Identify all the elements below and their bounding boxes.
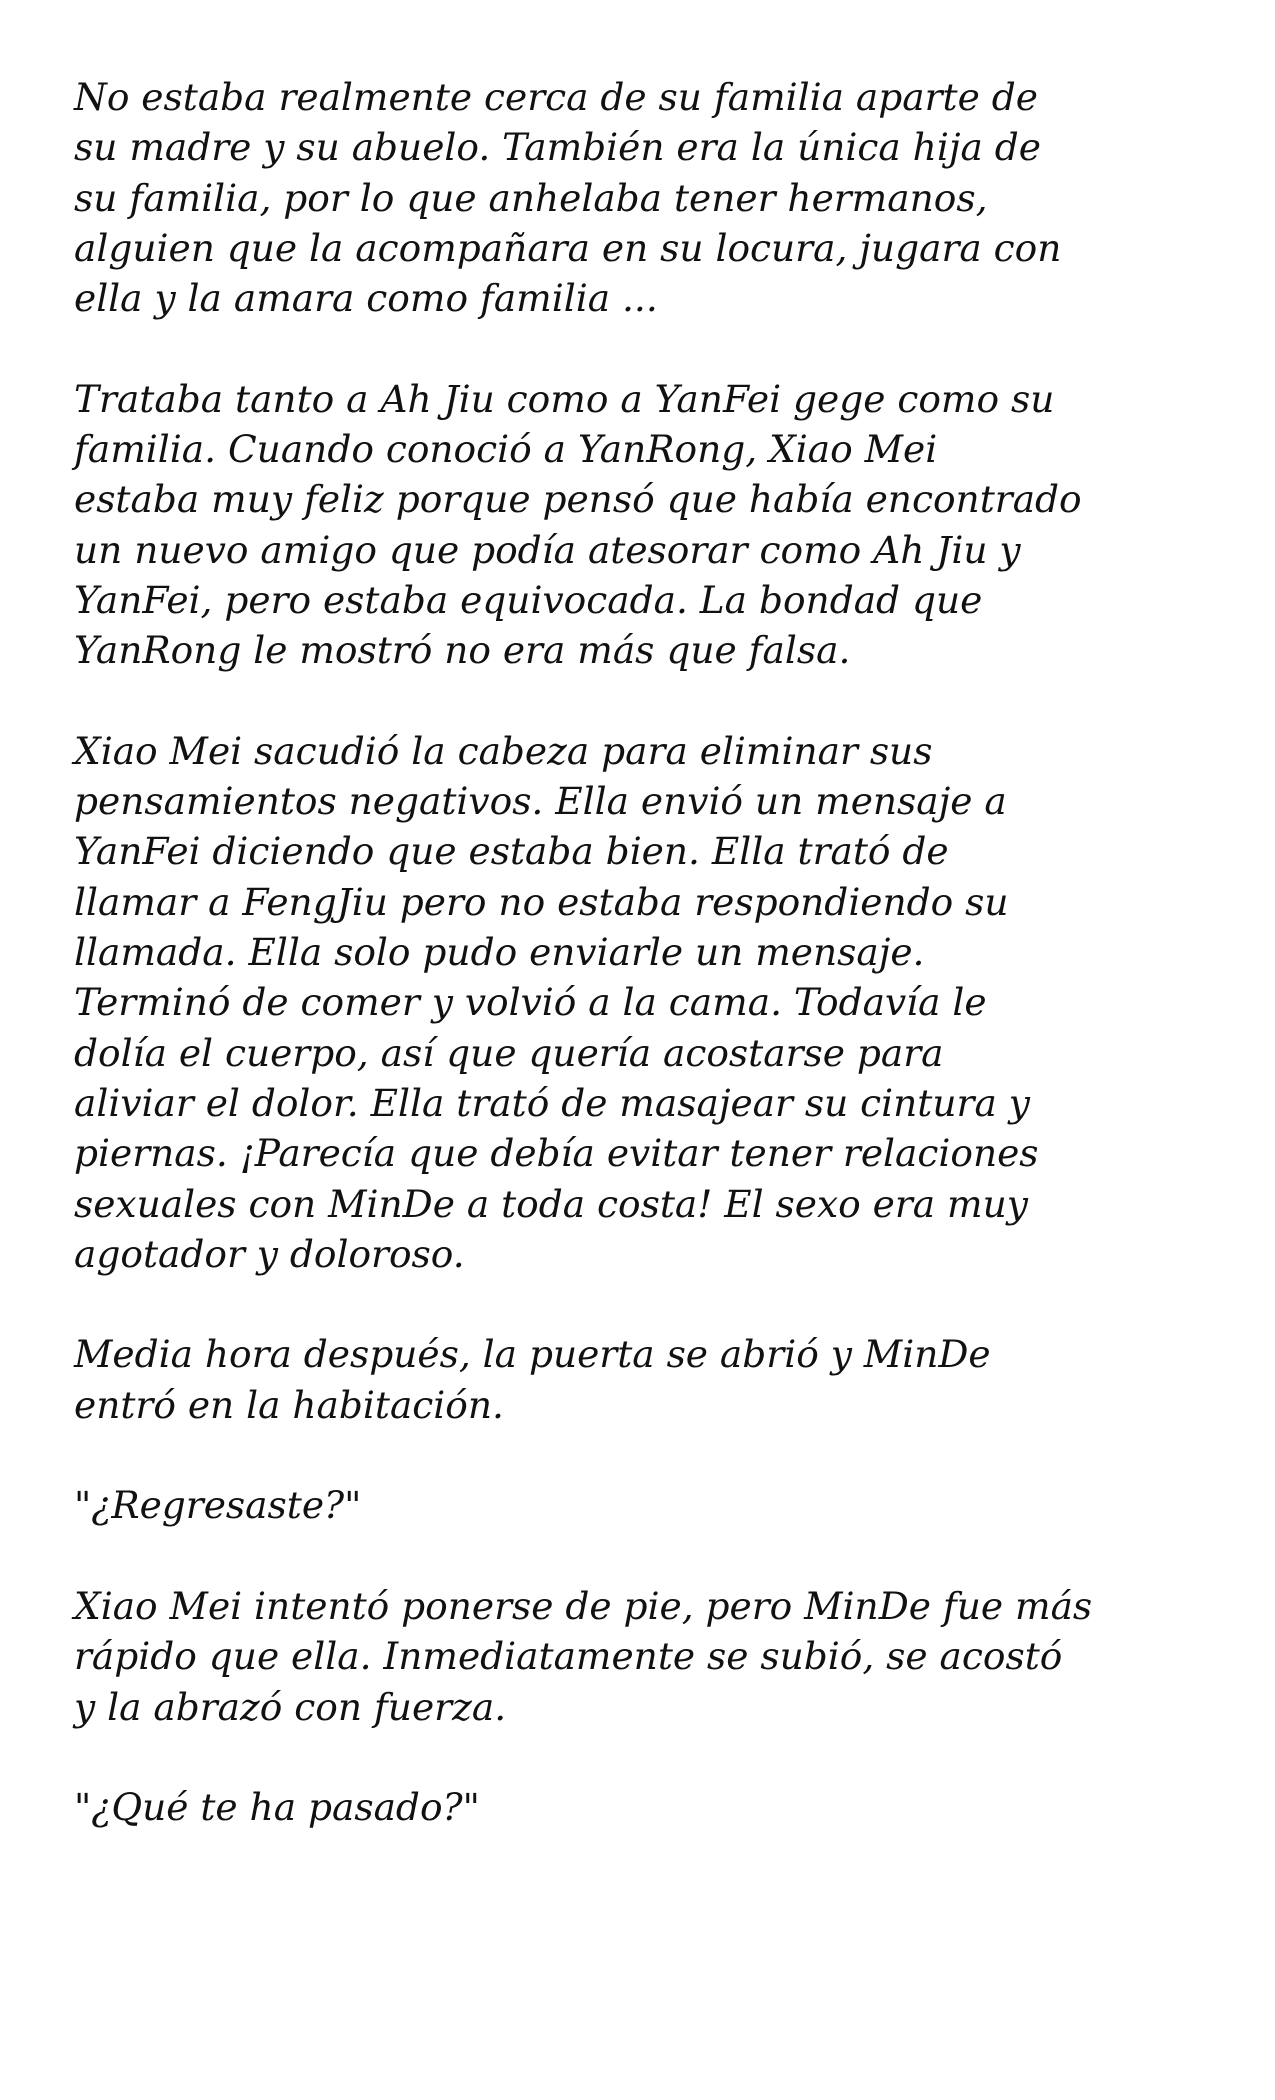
text-line: Media hora después, la puerta se abrió y MinDe [74, 1332, 991, 1377]
text-line: Terminó de comer y volvió a la cama. Todavía le [74, 980, 987, 1025]
paragraph-spacer [74, 1732, 1224, 1782]
paragraph-1 [74, 72, 1224, 323]
paragraph-spacer [74, 323, 1224, 373]
text-line: YanFei, pero estaba equivocada. La bondad que [74, 577, 983, 622]
text-line: "¿Qué te ha pasado?" [74, 1785, 480, 1830]
paragraph-2 [74, 374, 1224, 676]
text-line: su familia, por lo que anhelaba tener hermanos, [74, 175, 988, 220]
paragraph-spacer [74, 1430, 1224, 1480]
text-line: ella y la amara como familia ... [74, 276, 658, 321]
text-line: "¿Regresaste?" [74, 1483, 362, 1528]
text-line: piernas. ¡Parecía que debía evitar tener relaciones [74, 1131, 1039, 1176]
document-body [74, 72, 1224, 1832]
text-line: No estaba realmente cerca de su familia aparte de [74, 75, 1038, 119]
text-line: Xiao Mei sacudió la cabeza para eliminar sus [74, 728, 933, 773]
text-line: agotador y doloroso. [74, 1231, 465, 1276]
text-line: entró en la habitación. [74, 1382, 504, 1427]
paragraph-spacer [74, 676, 1224, 726]
text-line: familia. Cuando conoció a YanRong, Xiao Mei [74, 427, 938, 472]
text-line: aliviar el dolor. Ella trató de masajear su cintura y [74, 1080, 1030, 1125]
text-line: llamar a FengJiu pero no estaba respondiendo su [74, 879, 1009, 924]
text-line: YanFei diciendo que estaba bien. Ella trató de [74, 829, 949, 874]
paragraph-4 [74, 1329, 1224, 1430]
paragraph-spacer [74, 1531, 1224, 1581]
paragraph-6 [74, 1581, 1224, 1732]
text-line: rápido que ella. Inmediatamente se subió, se acostó [74, 1634, 1063, 1679]
text-line: dolía el cuerpo, así que quería acostarse para [74, 1030, 944, 1075]
text-line: pensamientos negativos. Ella envió un mensaje a [74, 779, 1007, 824]
paragraph-7 [74, 1782, 1224, 1832]
paragraph-spacer [74, 1279, 1224, 1329]
text-line: Xiao Mei intentó ponerse de pie, pero MinDe fue más [74, 1583, 1093, 1628]
paragraph-5 [74, 1480, 1224, 1530]
text-line: llamada. Ella solo pudo enviarle un mensaje. [74, 930, 925, 975]
text-line: su madre y su abuelo. También era la única hija de [74, 125, 1041, 170]
text-line: alguien que la acompañara en su locura, jugara con [74, 225, 1062, 270]
text-line: y la abrazó con fuerza. [74, 1684, 507, 1729]
text-line: sexuales con MinDe a toda costa! El sexo era muy [74, 1181, 1028, 1226]
text-line: YanRong le mostró no era más que falsa. [74, 628, 851, 673]
text-line: un nuevo amigo que podía atesorar como Ah Jiu y [74, 527, 1021, 572]
text-line: estaba muy feliz porque pensó que había encontrado [74, 477, 1082, 522]
paragraph-3 [74, 726, 1224, 1279]
text-line: Trataba tanto a Ah Jiu como a YanFei gege como su [74, 376, 1055, 421]
